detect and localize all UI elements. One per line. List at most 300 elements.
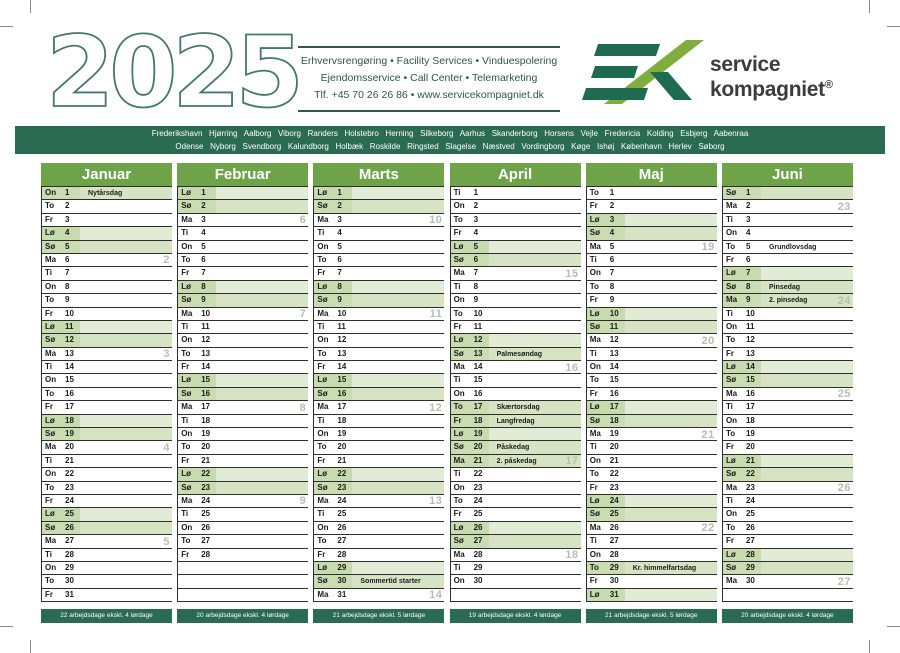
calendar-day-row: [314, 549, 444, 562]
calendar-day-row: [451, 401, 581, 414]
week-number: 23: [837, 200, 851, 213]
calendar-day-row: [451, 374, 581, 387]
date-number: 11: [609, 321, 619, 331]
date-number: 6: [201, 254, 206, 264]
weekday-abbrev: Ti: [181, 228, 189, 238]
calendar-day-row: [451, 562, 581, 575]
calendar-day-row: [314, 200, 444, 213]
date-number: 9: [473, 295, 479, 305]
date-number: 27: [609, 536, 619, 546]
date-number: 22: [201, 469, 211, 479]
week-number: 2: [163, 254, 170, 267]
date-number: 5: [337, 241, 342, 251]
date-number: 2: [745, 201, 751, 211]
calendar-grid: [41, 163, 853, 623]
weekday-abbrev: Sø: [725, 562, 737, 572]
weekday-abbrev: Ti: [181, 321, 189, 331]
calendar-day-row: [42, 294, 172, 307]
calendar-day-row: [314, 508, 444, 521]
calendar-day-row: [314, 401, 444, 414]
weekday-abbrev: Ma: [725, 388, 738, 398]
holiday-note: Sommertid starter: [360, 578, 421, 586]
date-number: 2: [337, 201, 342, 211]
date-number: 7: [609, 268, 615, 278]
calendar-day-row: [42, 348, 172, 361]
calendar-day-row: [587, 227, 717, 240]
weekday-abbrev: Sø: [453, 254, 464, 264]
weekday-abbrev: Ma: [181, 495, 193, 505]
calendar-day-row: [178, 361, 308, 374]
calendar-day-row: [723, 549, 853, 562]
calendar-day-row: [451, 428, 581, 441]
weekday-abbrev: Sø: [453, 536, 464, 546]
logo-wordmark: [710, 54, 833, 100]
date-number: 18: [745, 415, 755, 425]
month-rows: [313, 186, 444, 602]
calendar-empty-row: [178, 562, 308, 575]
weekday-abbrev: Lø: [589, 495, 600, 505]
date-number: 11: [201, 321, 210, 331]
calendar-day-row: [723, 200, 853, 213]
weekday-abbrev: Fr: [45, 589, 53, 599]
calendar-day-row: [451, 267, 581, 280]
month-column-marts: [313, 163, 444, 623]
date-number: 23: [473, 482, 483, 492]
calendar-day-row: [587, 522, 717, 535]
week-number: 9: [299, 495, 307, 508]
date-number: 20: [473, 442, 483, 452]
calendar-day-row: [42, 415, 172, 428]
weekday-abbrev: Lø: [45, 509, 55, 519]
calendar-day-row: [451, 522, 581, 535]
date-number: 31: [337, 589, 347, 599]
calendar-day-row: [314, 361, 444, 374]
date-number: 25: [473, 509, 483, 519]
date-number: 1: [65, 188, 70, 197]
date-number: 6: [745, 254, 751, 264]
weekday-abbrev: Ti: [317, 228, 325, 238]
calendar-day-row: [451, 348, 581, 361]
calendar-day-row: [587, 575, 717, 588]
weekday-abbrev: To: [45, 201, 55, 211]
company-info-block: [298, 46, 560, 112]
date-number: 6: [609, 254, 615, 264]
calendar-day-row: [451, 415, 581, 428]
date-number: 14: [609, 362, 619, 372]
calendar-day-row: [42, 388, 172, 401]
weekday-abbrev: On: [453, 482, 465, 492]
calendar-day-row: [314, 468, 444, 481]
weekday-abbrev: Ma: [725, 482, 738, 492]
crop-mark: [869, 640, 870, 653]
calendar-day-row: [178, 535, 308, 548]
calendar-day-row: [314, 374, 444, 387]
holiday-note: 2. pinsedag: [768, 297, 808, 305]
calendar-day-row: [42, 508, 172, 521]
weekday-abbrev: Ma: [589, 335, 601, 345]
date-number: 12: [337, 335, 347, 345]
calendar-day-row: [451, 468, 581, 481]
date-number: 19: [65, 429, 74, 439]
weekday-abbrev: Sø: [725, 188, 737, 197]
date-number: 12: [201, 335, 211, 345]
calendar-day-row: [42, 334, 172, 347]
crop-mark: [887, 26, 900, 27]
week-number: 14: [429, 589, 443, 602]
date-number: 8: [473, 281, 479, 291]
date-number: 21: [745, 455, 755, 465]
date-number: 17: [745, 402, 755, 412]
calendar-day-row: [723, 267, 853, 280]
month-column-april: [450, 163, 581, 623]
calendar-day-row: [42, 281, 172, 294]
weekday-abbrev: To: [317, 442, 327, 452]
weekday-abbrev: Lø: [45, 415, 55, 425]
date-number: 15: [473, 375, 483, 385]
week-number: 4: [163, 441, 170, 454]
weekday-abbrev: Sø: [45, 335, 56, 345]
weekday-abbrev: Fr: [317, 455, 326, 465]
calendar-day-row: [723, 508, 853, 521]
calendar-empty-row: [178, 589, 308, 602]
date-number: 17: [609, 402, 619, 412]
calendar-day-row: [42, 200, 172, 213]
calendar-day-row: [178, 388, 308, 401]
weekday-abbrev: Fr: [589, 482, 598, 492]
date-number: 28: [609, 549, 619, 559]
weekday-abbrev: Lø: [589, 402, 600, 412]
date-number: 7: [65, 268, 70, 278]
weekday-abbrev: On: [589, 362, 601, 372]
weekday-abbrev: To: [45, 388, 55, 398]
date-number: 21: [65, 455, 74, 465]
calendar-day-row: [314, 241, 444, 254]
date-number: 16: [65, 388, 74, 398]
date-number: 10: [201, 308, 211, 318]
calendar-day-row: [178, 482, 308, 495]
week-number: 10: [429, 214, 443, 227]
weekday-abbrev: To: [589, 562, 599, 572]
week-number: 19: [701, 241, 715, 254]
week-number: 25: [837, 388, 851, 401]
logo-word-service: service: [710, 53, 781, 76]
weekday-abbrev: To: [181, 348, 191, 358]
holiday-note: Langfredag: [496, 417, 535, 425]
weekday-abbrev: On: [317, 429, 329, 439]
weekday-abbrev: Fr: [181, 455, 190, 465]
calendar-day-row: [723, 428, 853, 441]
weekday-abbrev: To: [589, 188, 599, 197]
calendar-day-row: [314, 334, 444, 347]
week-number: 26: [837, 482, 851, 495]
calendar-day-row: [587, 374, 717, 387]
date-number: 18: [337, 415, 347, 425]
weekday-abbrev: Ti: [589, 442, 597, 452]
weekday-abbrev: Fr: [317, 268, 326, 278]
weekday-abbrev: Sø: [181, 201, 192, 211]
date-number: 23: [201, 482, 211, 492]
date-number: 24: [473, 495, 483, 505]
calendar-day-row: [314, 562, 444, 575]
weekday-abbrev: Lø: [317, 188, 328, 197]
date-number: 23: [745, 482, 755, 492]
month-header: Marts: [313, 163, 444, 186]
week-number: 27: [837, 575, 851, 588]
calendar-day-row: [314, 535, 444, 548]
calendar-day-row: [42, 482, 172, 495]
date-number: 30: [337, 576, 347, 586]
weekday-abbrev: Sø: [589, 415, 600, 425]
calendar-day-row: [314, 388, 444, 401]
crop-mark: [0, 626, 13, 627]
date-number: 27: [745, 536, 755, 546]
date-number: 10: [473, 308, 483, 318]
weekday-abbrev: Ma: [725, 295, 738, 305]
calendar-day-row: [314, 495, 444, 508]
date-number: 29: [65, 562, 74, 572]
date-number: 29: [473, 562, 483, 572]
weekday-abbrev: On: [725, 321, 738, 331]
weekday-abbrev: Lø: [45, 228, 55, 238]
calendar-day-row: [587, 589, 717, 602]
calendar-day-row: [178, 241, 308, 254]
week-number: 22: [701, 522, 715, 535]
date-number: 27: [65, 536, 74, 546]
date-number: 25: [65, 509, 74, 519]
crop-mark: [30, 0, 31, 13]
weekday-abbrev: Ma: [45, 348, 57, 358]
weekday-abbrev: On: [45, 188, 57, 197]
weekday-abbrev: Sø: [725, 375, 737, 385]
date-number: 5: [65, 241, 70, 251]
weekday-abbrev: Ma: [317, 214, 329, 224]
weekday-abbrev: On: [589, 455, 601, 465]
month-column-juni: [722, 163, 853, 623]
calendar-day-row: [451, 508, 581, 521]
weekday-abbrev: To: [181, 254, 191, 264]
calendar-day-row: [178, 187, 308, 200]
calendar-day-row: [723, 187, 853, 200]
weekday-abbrev: On: [453, 295, 465, 305]
weekday-abbrev: Lø: [45, 321, 55, 331]
weekday-abbrev: On: [453, 201, 465, 211]
weekday-abbrev: Ti: [725, 308, 733, 318]
calendar-day-row: [42, 374, 172, 387]
calendar-day-row: [314, 482, 444, 495]
calendar-day-row: [587, 415, 717, 428]
date-number: 1: [201, 188, 206, 197]
date-number: 16: [201, 388, 211, 398]
calendar-day-row: [42, 241, 172, 254]
weekday-abbrev: Ma: [317, 589, 329, 599]
weekday-abbrev: Ti: [45, 362, 52, 372]
date-number: 23: [609, 482, 619, 492]
calendar-day-row: [723, 482, 853, 495]
month-column-maj: [586, 163, 717, 623]
week-number: 17: [565, 455, 579, 468]
weekday-abbrev: On: [45, 375, 57, 385]
date-number: 16: [473, 388, 483, 398]
weekday-abbrev: To: [317, 348, 327, 358]
weekday-abbrev: Ma: [725, 576, 738, 586]
date-number: 9: [745, 295, 751, 305]
calendar-day-row: [178, 321, 308, 334]
date-number: 1: [473, 188, 479, 197]
date-number: 26: [65, 522, 74, 532]
weekday-abbrev: To: [453, 402, 463, 412]
calendar-day-row: [723, 415, 853, 428]
weekday-abbrev: On: [725, 509, 738, 519]
calendar-day-row: [587, 308, 717, 321]
weekday-abbrev: Ma: [181, 308, 193, 318]
date-number: 21: [201, 455, 211, 465]
date-number: 6: [65, 254, 70, 264]
info-line-contact: Tlf. +45 70 26 26 86 • www.servicekompagniet.dk: [314, 89, 544, 101]
weekday-abbrev: Sø: [725, 281, 737, 291]
workdays-footer: 20 arbejdsdage ekskl. 4 lørdage: [722, 609, 853, 623]
date-number: 4: [65, 228, 70, 238]
calendar-day-row: [587, 241, 717, 254]
calendar-day-row: [42, 522, 172, 535]
weekday-abbrev: Lø: [589, 589, 600, 599]
date-number: 15: [609, 375, 619, 385]
date-number: 14: [745, 362, 755, 372]
weekday-abbrev: Ma: [453, 362, 465, 372]
date-number: 7: [201, 268, 206, 278]
date-number: 22: [65, 469, 74, 479]
weekday-abbrev: Ti: [453, 562, 461, 572]
weekday-abbrev: Ma: [317, 308, 329, 318]
weekday-abbrev: Sø: [589, 321, 600, 331]
date-number: 24: [745, 495, 755, 505]
date-number: 28: [337, 549, 347, 559]
date-number: 7: [473, 268, 479, 278]
weekday-abbrev: On: [45, 562, 57, 572]
weekday-abbrev: Ti: [453, 281, 461, 291]
registered-mark: ®: [824, 79, 833, 91]
date-number: 14: [337, 362, 347, 372]
weekday-abbrev: Ma: [317, 402, 329, 412]
weekday-abbrev: On: [181, 429, 193, 439]
date-number: 2: [473, 201, 479, 211]
weekday-abbrev: Sø: [317, 201, 328, 211]
date-number: 9: [337, 295, 342, 305]
date-number: 18: [473, 415, 483, 425]
logo-word-kompagniet: kompagniet®: [710, 78, 833, 101]
weekday-abbrev: Lø: [725, 549, 736, 559]
calendar-day-row: [314, 227, 444, 240]
calendar-day-row: [723, 388, 853, 401]
crop-mark: [30, 640, 31, 653]
date-number: 17: [473, 402, 483, 412]
calendar-empty-row: [178, 575, 308, 588]
week-number: 7: [299, 308, 307, 321]
weekday-abbrev: On: [317, 522, 329, 532]
date-number: 8: [65, 281, 70, 291]
calendar-day-row: [42, 589, 172, 602]
week-number: 18: [565, 549, 579, 562]
calendar-day-row: [178, 200, 308, 213]
calendar-day-row: [42, 441, 172, 454]
calendar-day-row: [587, 187, 717, 200]
date-number: 2: [201, 201, 206, 211]
calendar-day-row: [314, 187, 444, 200]
weekday-abbrev: Fr: [589, 295, 598, 305]
weekday-abbrev: Fr: [453, 321, 462, 331]
weekday-abbrev: Ti: [589, 254, 597, 264]
calendar-day-row: [587, 294, 717, 307]
weekday-abbrev: Sø: [317, 576, 328, 586]
calendar-day-row: [42, 254, 172, 267]
calendar-day-row: [451, 200, 581, 213]
year-outline: [44, 24, 304, 124]
date-number: 2: [609, 201, 615, 211]
calendar-day-row: [178, 468, 308, 481]
calendar-day-row: [723, 214, 853, 227]
calendar-day-row: [587, 562, 717, 575]
workdays-footer: 21 arbejdsdage ekskl. 5 lørdage: [586, 609, 717, 623]
weekday-abbrev: Lø: [725, 362, 736, 372]
date-number: 10: [65, 308, 74, 318]
calendar-day-row: [587, 200, 717, 213]
calendar-day-row: [723, 562, 853, 575]
calendar-day-row: [587, 388, 717, 401]
date-number: 8: [201, 281, 206, 291]
calendar-day-row: [42, 468, 172, 481]
date-number: 20: [609, 442, 619, 452]
calendar-day-row: [42, 187, 172, 200]
calendar-day-row: [42, 321, 172, 334]
calendar-day-row: [451, 254, 581, 267]
weekday-abbrev: On: [181, 241, 193, 251]
week-number: 12: [429, 401, 443, 414]
weekday-abbrev: Sø: [589, 228, 600, 238]
weekday-abbrev: Lø: [453, 522, 464, 532]
calendar-day-row: [314, 308, 444, 321]
weekday-abbrev: To: [453, 214, 463, 224]
calendar-day-row: [587, 361, 717, 374]
calendar-day-row: [723, 455, 853, 468]
calendar-day-row: [587, 468, 717, 481]
date-number: 22: [609, 469, 619, 479]
calendar-day-row: [178, 254, 308, 267]
date-number: 23: [337, 482, 347, 492]
calendar-day-row: [451, 308, 581, 321]
calendar-day-row: [723, 308, 853, 321]
crop-mark: [869, 0, 870, 13]
date-number: 21: [473, 455, 483, 465]
date-number: 27: [473, 536, 483, 546]
calendar-day-row: [587, 334, 717, 347]
weekday-abbrev: Fr: [317, 549, 326, 559]
date-number: 18: [201, 415, 211, 425]
date-number: 1: [745, 188, 751, 197]
holiday-note: Pinsedag: [768, 283, 801, 291]
calendar-day-row: [314, 254, 444, 267]
calendar-day-row: [723, 468, 853, 481]
weekday-abbrev: Sø: [317, 388, 328, 398]
date-number: 8: [745, 281, 751, 291]
date-number: 26: [201, 522, 211, 532]
weekday-abbrev: Fr: [45, 214, 53, 224]
date-number: 5: [609, 241, 615, 251]
weekday-abbrev: Ti: [725, 495, 733, 505]
calendar-day-row: [587, 321, 717, 334]
weekday-abbrev: Lø: [589, 308, 600, 318]
calendar-day-row: [451, 495, 581, 508]
weekday-abbrev: Fr: [589, 388, 598, 398]
date-number: 3: [473, 214, 479, 224]
